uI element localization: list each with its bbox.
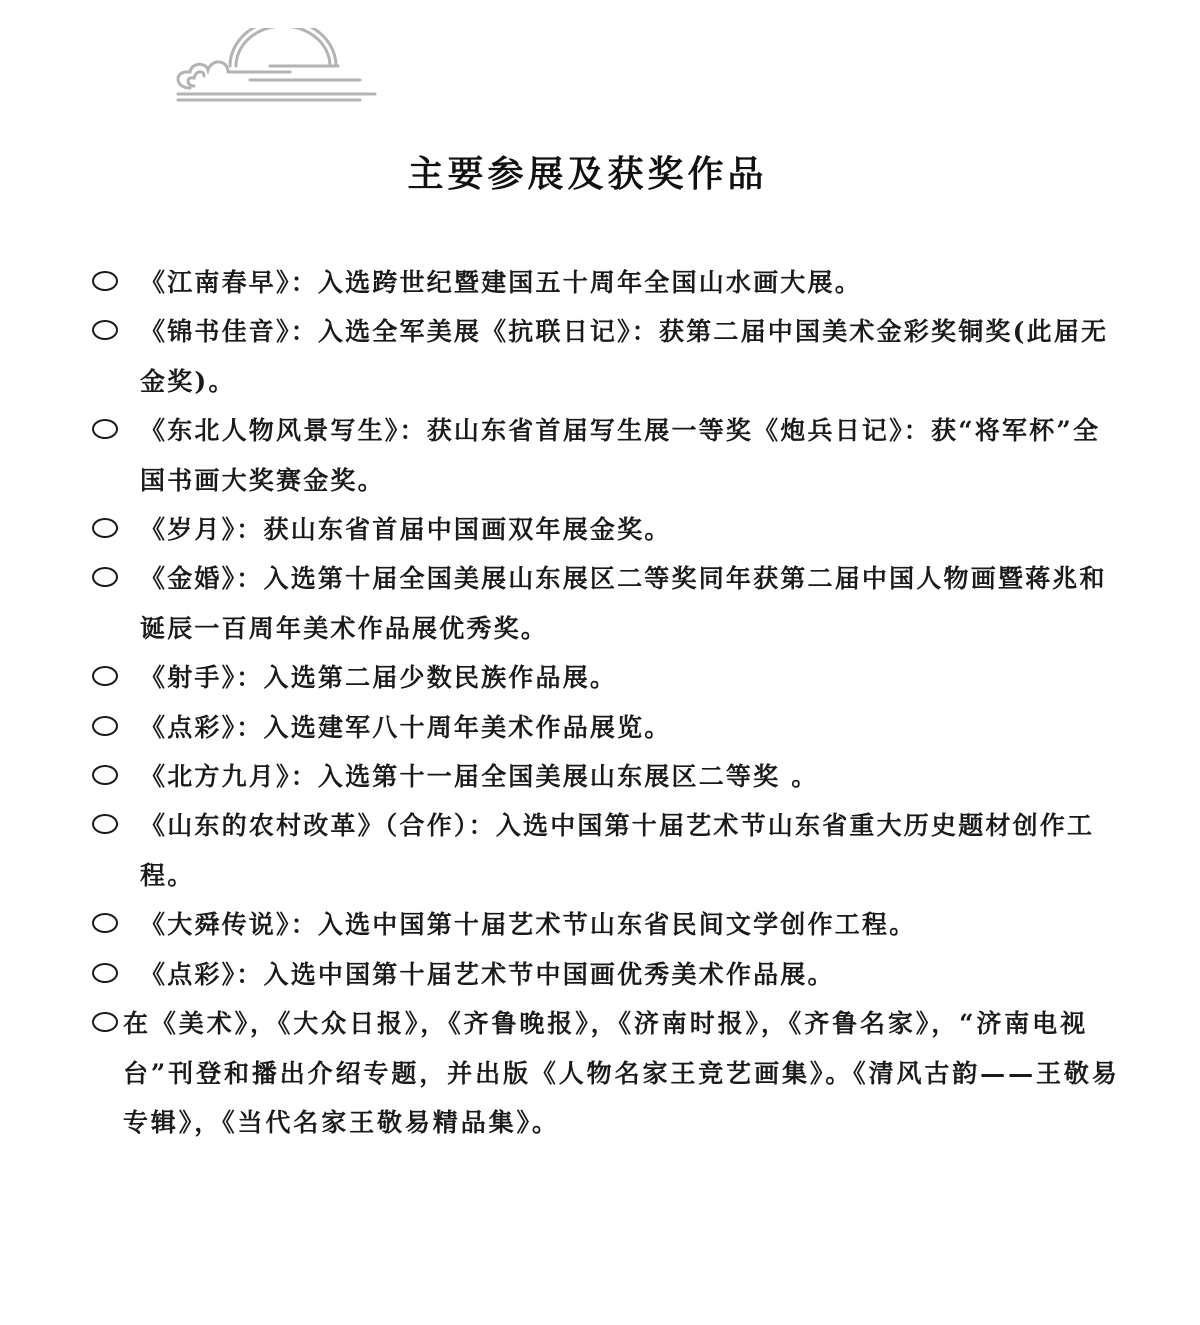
circle-bullet-icon (92, 567, 118, 587)
circle-bullet-icon (92, 1012, 118, 1032)
page-title: 主要参展及获奖作品 (407, 153, 768, 195)
circle-bullet-icon (92, 913, 118, 933)
list-item (90, 752, 1120, 801)
circle-bullet-icon (92, 518, 118, 538)
circle-bullet-icon (92, 419, 118, 439)
list-item (90, 999, 1120, 1147)
entry-text: 《点彩》：入选建军八十周年美术作品展览。 (140, 712, 672, 742)
entry-text: 《岁月》：获山东省首届中国画双年展金奖。 (140, 515, 672, 545)
list-item (90, 703, 1120, 752)
entry-text: 《山东的农村改革》（合作）：入选中国第十届艺术节山东省重大历史题材创作工程。 (140, 811, 1095, 890)
circle-bullet-icon (92, 666, 118, 686)
cloud-sun-ornament-icon (170, 28, 385, 108)
award-entry-list (90, 258, 1120, 1147)
circle-bullet-icon (92, 765, 118, 785)
circle-bullet-icon (92, 271, 118, 291)
entry-text: 《射手》：入选第二届少数民族作品展。 (140, 663, 618, 693)
list-item (90, 258, 1120, 307)
entry-text: 《点彩》：入选中国第十届艺术节中国画优秀美术作品展。 (140, 959, 835, 989)
entry-text: 在《美术》，《大众日报》，《齐鲁晚报》，《济南时报》，《齐鲁名家》，“济南电视台”刊登和播出介绍专题，并出版《人物名家王竞艺画集》。《清风古韵——王敬易专辑》，《当代名家王敬易精品集》。 (123, 1009, 1120, 1137)
list-item (90, 406, 1120, 505)
list-item (90, 900, 1120, 949)
entry-text: 《北方九月》：入选第十一届全国美展山东展区二等奖 。 (140, 762, 819, 792)
list-item (90, 554, 1120, 653)
list-item (90, 505, 1120, 554)
list-item (90, 950, 1120, 999)
entry-text: 《金婚》：入选第十届全国美展山东展区二等奖同年获第二届中国人物画暨蒋兆和诞辰一百周年美术作品展优秀奖。 (140, 564, 1107, 643)
circle-bullet-icon (92, 320, 118, 340)
list-item (90, 801, 1120, 900)
list-item (90, 307, 1120, 406)
entry-text: 《锦书佳音》：入选全军美展《抗联日记》：获第二届中国美术金彩奖铜奖(此届无金奖)。 (140, 317, 1109, 396)
circle-bullet-icon (92, 716, 118, 736)
entry-text: 《东北人物风景写生》：获山东省首届写生展一等奖《炮兵日记》：获“将军杯”全国书画大奖赛金奖。 (140, 416, 1101, 495)
circle-bullet-icon (92, 963, 118, 983)
circle-bullet-icon (92, 814, 118, 834)
list-item (90, 653, 1120, 702)
entry-text: 《江南春早》：入选跨世纪暨建国五十周年全国山水画大展。 (140, 268, 862, 297)
entry-text: 《大舜传说》：入选中国第十届艺术节山东省民间文学创作工程。 (140, 910, 917, 940)
